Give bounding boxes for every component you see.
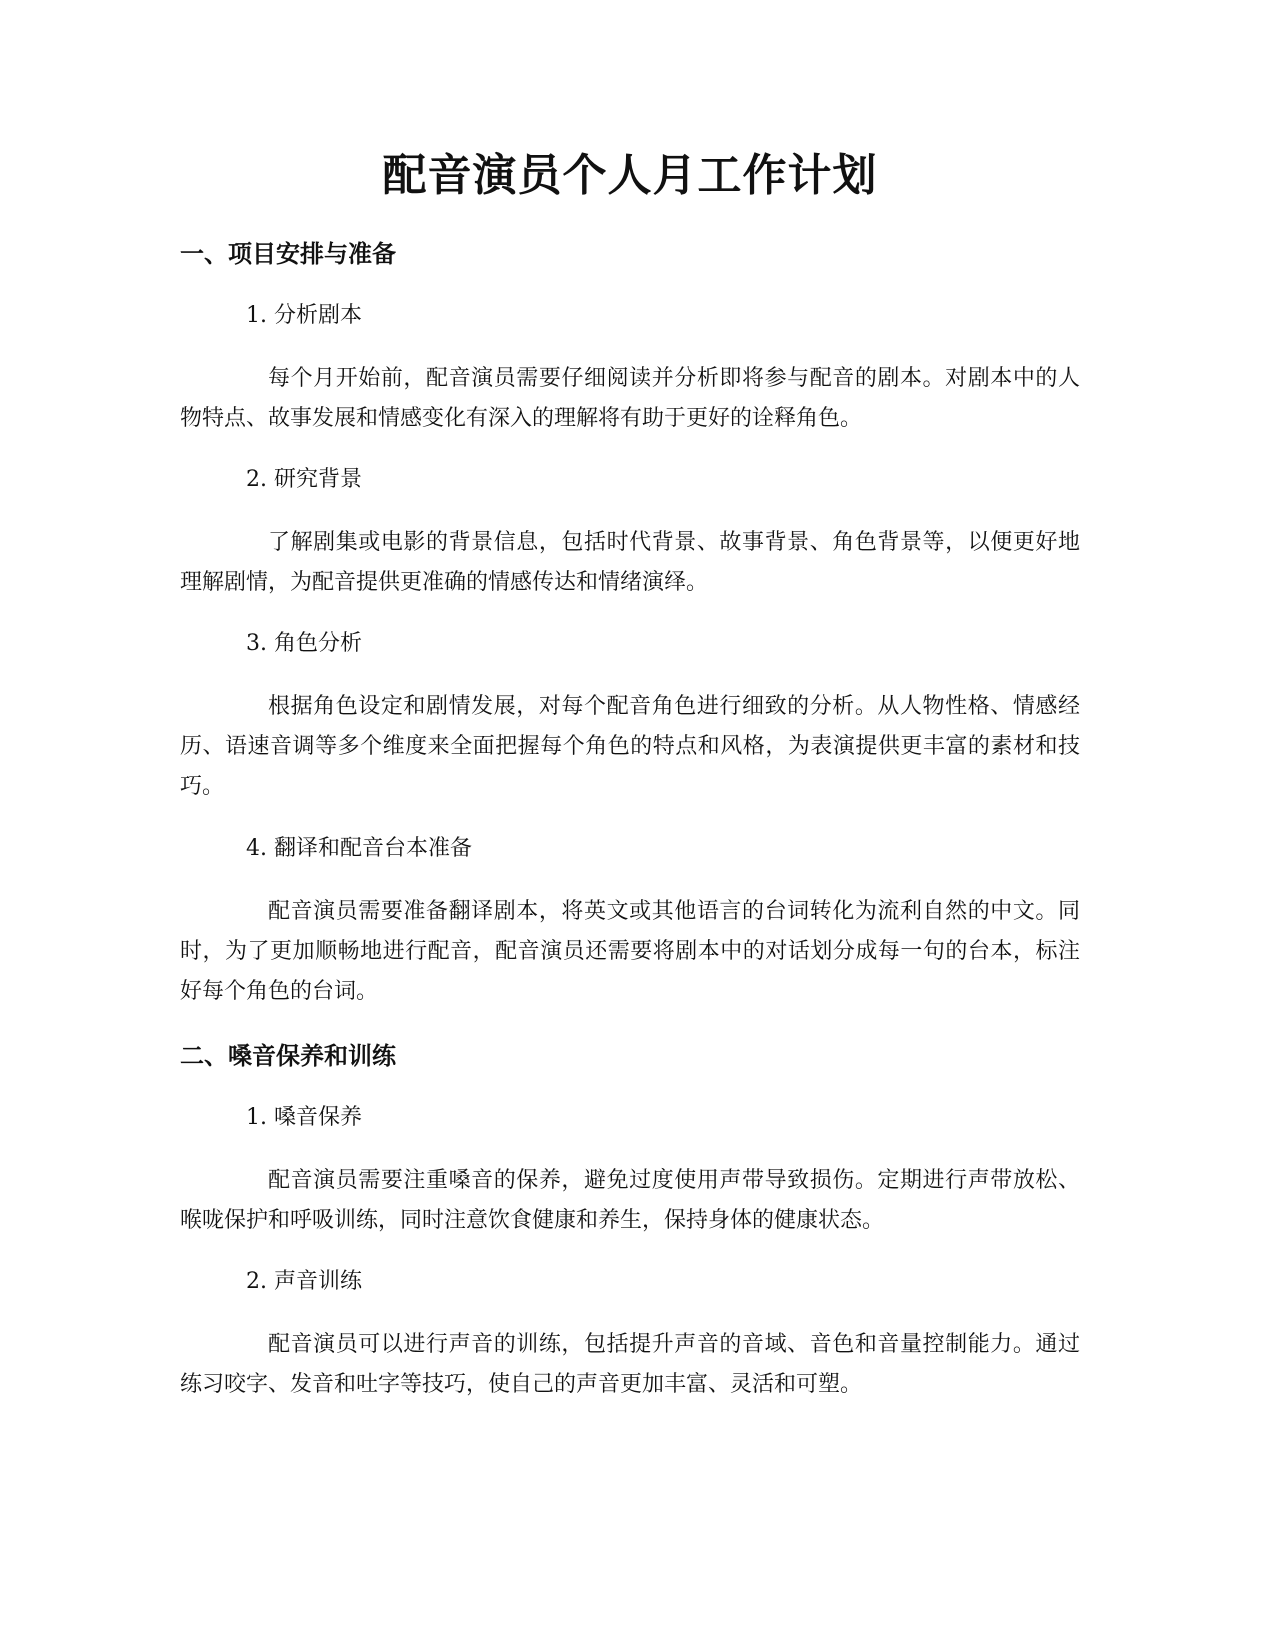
paragraph-voice-care: 配音演员需要注重嗓音的保养，避免过度使用声带导致损伤。定期进行声带放松、喉咙保护和呼吸训练，同时注意饮食健康和养生，保持身体的健康状态。 [180,1168,1080,1233]
subheading-analyze-script: 1. 分析剧本 [246,303,362,328]
page-title: 配音演员个人月工作计划 [382,150,878,201]
subheading-role-analysis: 3. 角色分析 [246,631,362,656]
section-heading-1: 一、项目安排与准备 [180,240,396,268]
section-heading-2: 二、嗓音保养和训练 [180,1042,396,1070]
paragraph-analyze-script: 每个月开始前，配音演员需要仔细阅读并分析即将参与配音的剧本。对剧本中的人物特点、故事发展和情感变化有深入的理解将有助于更好的诠释角色。 [180,366,1080,431]
subheading-translation-prep: 4. 翻译和配音台本准备 [246,836,472,861]
paragraph-research-background: 了解剧集或电影的背景信息，包括时代背景、故事背景、角色背景等，以便更好地理解剧情，为配音提供更准确的情感传达和情绪演绎。 [180,530,1080,595]
paragraph-voice-training: 配音演员可以进行声音的训练，包括提升声音的音域、音色和音量控制能力。通过练习咬字、发音和吐字等技巧，使自己的声音更加丰富、灵活和可塑。 [180,1332,1080,1397]
subheading-research-background: 2. 研究背景 [246,467,362,492]
paragraph-role-analysis: 根据角色设定和剧情发展，对每个配音角色进行细致的分析。从人物性格、情感经历、语速音调等多个维度来全面把握每个角色的特点和风格，为表演提供更丰富的素材和技巧。 [180,694,1080,799]
subheading-voice-care: 1. 嗓音保养 [246,1105,362,1130]
paragraph-translation-prep: 配音演员需要准备翻译剧本，将英文或其他语言的台词转化为流利自然的中文。同时，为了更加顺畅地进行配音，配音演员还需要将剧本中的对话划分成每一句的台本，标注好每个角色的台词。 [180,899,1080,1004]
subheading-voice-training: 2. 声音训练 [246,1269,362,1294]
